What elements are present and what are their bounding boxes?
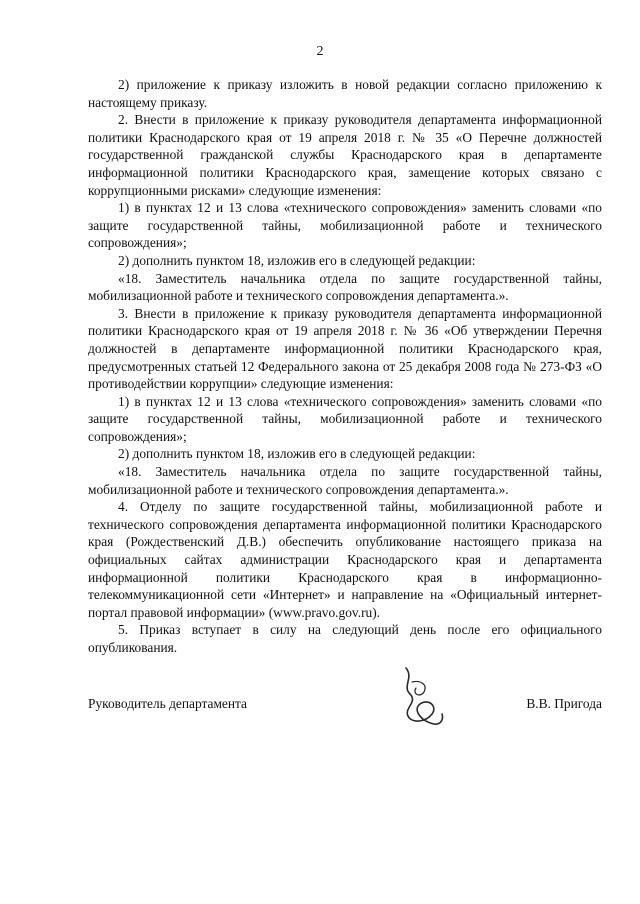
signature-block <box>88 696 602 716</box>
paragraph-35-point-18: «18. Заместитель начальника отдела по защите государственной тайны, мобилизационной работе и технического сопровождения департамента.». <box>88 270 602 304</box>
paragraph-35-item-2: 2) дополнить пунктом 18, изложив его в следующей редакции: <box>118 252 476 268</box>
paragraph-35-item-1: 1) в пунктах 12 и 13 слова «технического сопровождения» заменить словами «по защите государственной тайны, мобилизационной работе и технического сопровождения»; <box>88 200 602 251</box>
paragraph-appendix-redaction: 2) приложение к приказу изложить в новой редакции согласно приложению к настоящему приказу. <box>88 77 602 110</box>
paragraph-36-item-1: 1) в пунктах 12 и 13 слова «технического сопровождения» заменить словами «по защите государственной тайны, мобилизационной работе и технического сопровождения»; <box>88 393 602 444</box>
paragraph-36-item-2: 2) дополнить пунктом 18, изложив его в следующей редакции: <box>118 446 476 462</box>
signatory-name: В.В. Пригода <box>526 696 602 711</box>
order-body <box>88 76 602 657</box>
paragraph-36-point-18: «18. Заместитель начальника отдела по защите государственной тайны, мобилизационной работе и технического сопровождения департамента.». <box>88 464 602 497</box>
paragraph-amend-order-36: 3. Внести в приложение к приказу руководителя департамента информационной политики Краснодарского края от 19 апреля 2018 г. № 36 «Об утверждении Перечня должностей в департаменте информационной политики Краснодарского края, предусмотренных статьей 12 Федерального закона от 25 декабря 2008 года № 273-ФЗ «О противодействии коррупции» следующие изменения: <box>88 305 602 392</box>
signatory-position: Руководитель департамента <box>88 696 247 711</box>
paragraph-effective-date: 5. Приказ вступает в силу на следующий день после его официального опубликования. <box>88 622 602 655</box>
page-number: 2 <box>316 44 324 59</box>
handwritten-signature <box>398 664 446 728</box>
paragraph-amend-order-35: 2. Внести в приложение к приказу руководителя департамента информационной политики Краснодарского края от 19 апреля 2018 г. № 35 «О Перечне должностей государственной гражданской службы Краснодарского края в департаменте информационной политики Краснодарского края, замещение которых связано с коррупционными рисками» следующие изменения: <box>88 112 602 198</box>
paragraph-publication: 4. Отделу по защите государственной тайны, мобилизационной работе и технического сопровождения департамента информационной политики Краснодарского края (Рождественский Д.В.) обеспечить опубликование настоящего приказа на официальных сайтах администрации Краснодарского края и департамента информационной политики Краснодарского края в информационно-телекоммуникационной сети «Интернет» и направление на «Официальный интернет-портал правовой информации» (www.pravo.gov.ru). <box>88 499 602 620</box>
